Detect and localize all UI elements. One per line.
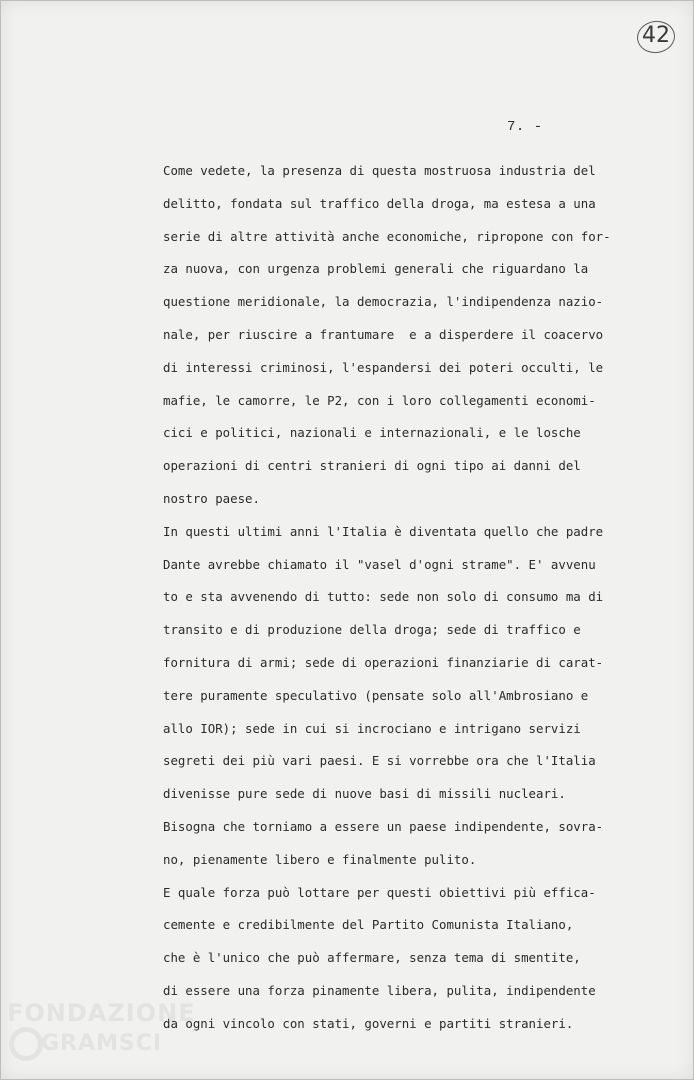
text-line: to e sta avvenendo di tutto: sede non solo di consumo ma di [163, 589, 604, 605]
typewritten-body [163, 155, 663, 1041]
text-line: Bisogna che torniamo a essere un paese indipendente, sovra- [163, 818, 604, 834]
text-line: mafie, le camorre, le P2, con i loro collegamenti economi- [163, 392, 596, 408]
text-line: transito e di produzione della droga; sede di traffico e [163, 622, 581, 638]
text-line: fornitura di armi; sede di operazioni finanziarie di carat- [163, 654, 604, 670]
text-line: allo IOR); sede in cui si incrociano e intrigano servizi [163, 720, 581, 736]
text-line: nale, per riuscire a frantumare e a disperdere il coacervo [163, 326, 604, 342]
text-line: operazioni di centri stranieri di ogni tipo ai danni del [163, 458, 581, 474]
archive-folio-number: 42 [642, 23, 670, 48]
text-line: serie di altre attività anche economiche, ripropone con for- [163, 228, 611, 244]
text-line: divenisse pure sede di nuove basi di missili nucleari. [163, 786, 566, 802]
watermark-text-secondary: GRAMSCI [41, 1031, 163, 1056]
text-line: segreti dei più vari paesi. E si vorrebbe ora che l'Italia [163, 753, 596, 769]
text-line: di interessi criminosi, l'espandersi dei poteri occulti, le [163, 359, 604, 375]
text-line: Come vedete, la presenza di questa mostruosa industria del [163, 163, 596, 178]
watermark-text: FONDAZIONE [7, 999, 196, 1027]
text-line: no, pienamente libero e finalmente pulito. [163, 851, 477, 867]
text-line: In questi ultimi anni l'Italia è diventata quello che padre [163, 523, 604, 539]
text-line: za nuova, con urgenza problemi generali che riguardano la [163, 261, 589, 277]
text-line: Dante avrebbe chiamato il "vasel d'ogni strame". E' avvenu [163, 556, 596, 572]
text-line: E quale forza può lottare per questi obiettivi più effica- [163, 884, 596, 900]
page-number: 7. - [507, 119, 543, 135]
text-line: tere puramente speculativo (pensate solo all'Ambrosiano e [163, 687, 589, 703]
text-line: cemente e credibilmente del Partito Comunista Italiano, [163, 917, 574, 933]
watermark-logo-icon [9, 1027, 43, 1061]
text-line: nostro paese. [163, 490, 260, 506]
text-line: da ogni vincolo con stati, governi e partiti stranieri. [163, 1015, 574, 1031]
text-line: questione meridionale, la democrazia, l'indipendenza nazio- [163, 294, 604, 310]
text-line: cici e politici, nazionali e internazionali, e le losche [163, 425, 581, 441]
text-line: di essere una forza pinamente libera, pulita, indipendente [163, 982, 596, 998]
text-line: che è l'unico che può affermare, senza tema di smentite, [163, 950, 581, 966]
text-line: delitto, fondata sul traffico della droga, ma estesa a una [163, 195, 596, 211]
